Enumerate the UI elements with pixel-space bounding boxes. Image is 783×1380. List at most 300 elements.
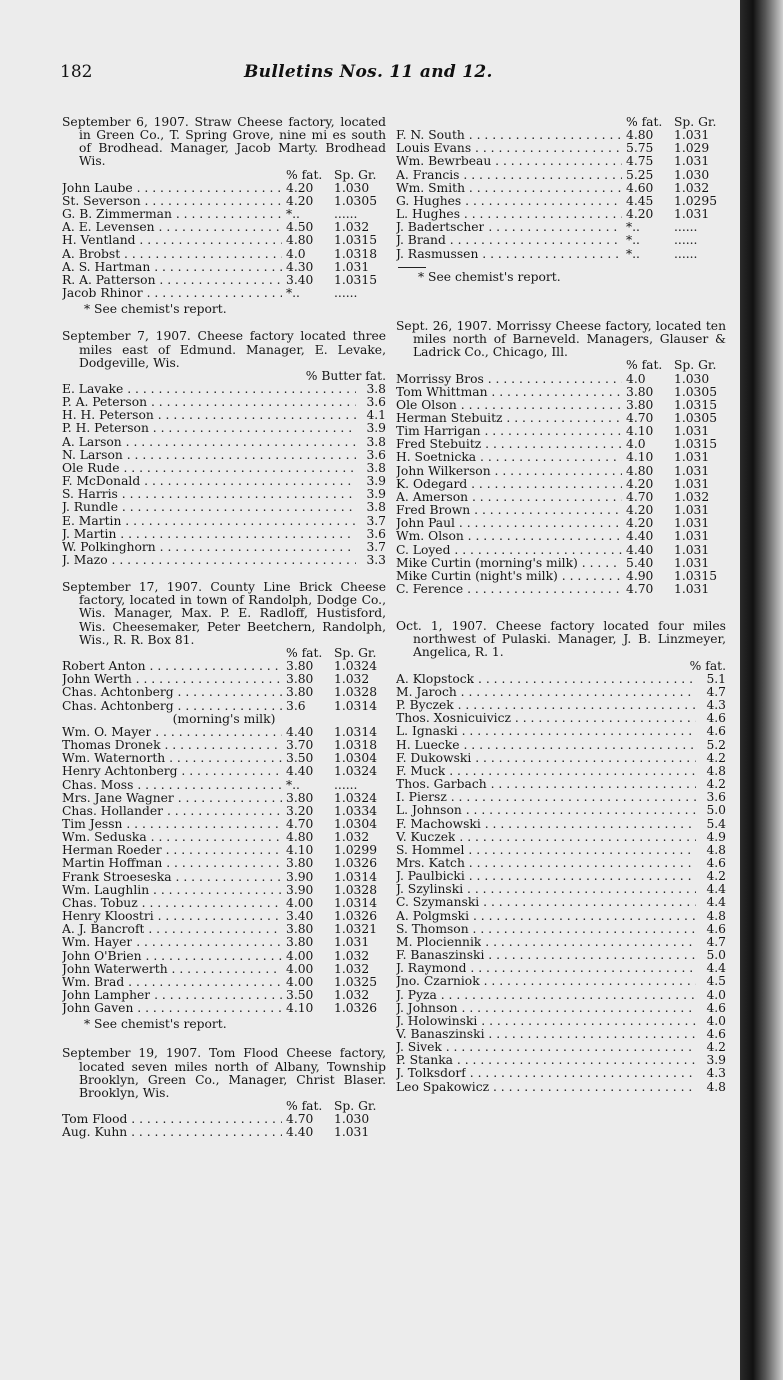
fat-percent: 4.0 [626, 372, 646, 386]
table-row [396, 530, 726, 543]
specific-gravity: 1.031 [674, 543, 710, 557]
specific-gravity: 1.0304 [334, 817, 378, 831]
leader-dots [127, 1113, 282, 1126]
fat-percent: 4.75 [626, 155, 654, 169]
table-row [396, 1015, 726, 1028]
table-row [396, 1054, 726, 1067]
fat-percent: 4.60 [626, 181, 654, 195]
leader-dots [458, 1002, 696, 1015]
leader-dots [484, 949, 696, 962]
leader-dots [460, 739, 696, 752]
fat-percent: 4.0 [706, 988, 726, 1002]
table-row [62, 897, 386, 910]
specific-gravity: 1.0314 [334, 699, 378, 713]
patron-name: Chas. Achtonberg [62, 686, 174, 700]
leader-dots [463, 883, 696, 896]
fat-percent: 4.70 [626, 490, 654, 504]
specific-gravity: 1.032 [334, 989, 370, 1002]
leader-dots [141, 195, 282, 208]
leader-dots [122, 436, 356, 449]
specific-gravity: 1.030 [674, 168, 710, 182]
leader-dots [457, 686, 696, 699]
patron-name: Herman Stebuitz [396, 411, 503, 425]
fat-percent: 4.1 [366, 409, 386, 423]
specific-gravity: 1.0314 [334, 896, 378, 910]
specific-gravity: 1.031 [674, 208, 710, 222]
specific-gravity: 1.0326 [334, 1002, 378, 1016]
leader-dots [465, 870, 696, 883]
patron-name: Mrs. Katch [396, 856, 465, 870]
patron-name: Chas. Moss [62, 778, 134, 792]
table-row [62, 1002, 386, 1015]
factory-section [396, 620, 726, 1094]
leader-dots [118, 488, 356, 501]
fat-percent: 4.4 [706, 896, 726, 910]
leader-dots [150, 989, 282, 1002]
table-row [62, 475, 386, 488]
fat-percent: 4.10 [626, 451, 654, 465]
table-row [396, 438, 726, 451]
patron-name: Leo Spakowicz [396, 1080, 490, 1094]
table-row [396, 1067, 726, 1080]
patron-name: Mrs. Jane Wagner [62, 791, 174, 805]
fat-percent: 4.70 [626, 411, 654, 425]
table-row [62, 383, 386, 396]
table-row [62, 884, 386, 897]
patron-name: F. Banaszinski [396, 949, 485, 963]
specific-gravity: 1.0324 [334, 765, 378, 779]
table-row [62, 234, 386, 247]
fat-percent: 4.8 [706, 909, 726, 923]
specific-gravity: ...... [334, 778, 358, 792]
table-row [396, 570, 726, 583]
table-row [62, 765, 386, 778]
specific-gravity: 1.031 [674, 504, 710, 518]
fat-percent: 4.2 [706, 751, 726, 765]
leader-dots [108, 554, 356, 567]
fat-percent: 3.8 [366, 435, 386, 449]
table-row [396, 478, 726, 491]
patron-name: Jacob Rhinor [62, 287, 143, 301]
fat-percent: 4.80 [286, 234, 314, 248]
patron-name: J. Brand [396, 234, 446, 248]
patron-name: L. Johnson [396, 804, 462, 818]
fat-percent: 4.80 [286, 831, 314, 845]
patron-name: J. Pyza [396, 988, 437, 1002]
factory-description: September 17, 1907. County Line Brick Cheese factory, located in town of Randolph, Dodge Co., Wis. Manager, Max. P. E. Radloff, Hustisford, Wis. Cheesemaker, Peter Beetchern, Randolph, Wis., R. R. Box 81. [62, 580, 386, 647]
specific-gravity: 1.031 [334, 260, 370, 274]
table-row [396, 451, 726, 464]
specific-gravity: 1.0314 [334, 870, 378, 884]
column-headers [396, 660, 726, 673]
leader-dots [462, 804, 696, 817]
table-row [62, 208, 386, 221]
table-row [396, 373, 726, 386]
patron-name: Tom Whittman [396, 385, 488, 399]
fat-percent: 3.80 [626, 385, 654, 399]
fat-percent: 4.40 [286, 1126, 314, 1140]
table-row [62, 515, 386, 528]
fat-percent: 4.6 [706, 1001, 726, 1015]
table-row [62, 1113, 386, 1126]
patron-name: G. B. Zimmerman [62, 208, 172, 222]
table-row [62, 182, 386, 195]
patron-name: K. Odegard [396, 477, 468, 491]
patron-name: P. A. Peterson [62, 396, 148, 410]
fat-percent: 4.00 [286, 896, 314, 910]
table-row [396, 778, 726, 791]
leader-dots [461, 195, 622, 208]
fat-percent: 3.9 [366, 488, 386, 502]
patron-name: J. Rundle [62, 501, 118, 515]
running-title: Bulletins Nos. 11 and 12. [244, 62, 493, 82]
patron-name: J. Sivek [396, 1041, 442, 1055]
leader-dots [477, 1015, 696, 1028]
patron-name: J. Martin [62, 527, 117, 541]
specific-gravity: 1.031 [674, 530, 710, 544]
patron-name: John Laube [62, 181, 133, 195]
leader-dots [156, 541, 356, 554]
leader-dots [511, 712, 696, 725]
leader-dots [488, 386, 622, 399]
fat-percent: 3.7 [366, 540, 386, 554]
factory-section [62, 1047, 386, 1139]
specific-gravity: ...... [334, 287, 358, 301]
fat-percent: 4.45 [626, 194, 654, 208]
fat-percent: 4.0 [706, 1014, 726, 1028]
fat-percent: 4.80 [626, 129, 654, 143]
specific-gravity: 1.0305 [674, 385, 718, 399]
table-row [396, 699, 726, 712]
fat-percent: 3.6 [286, 699, 306, 713]
patron-name: Aug. Kuhn [62, 1126, 128, 1140]
patron-name: Tom Flood [62, 1113, 128, 1127]
table-row [62, 462, 386, 475]
leader-dots [120, 462, 356, 475]
fat-percent: *.. [626, 234, 640, 248]
leader-dots [450, 544, 622, 557]
table-row [62, 248, 386, 261]
patron-name: Wm. Brad [62, 975, 125, 989]
specific-gravity: 1.0328 [334, 686, 378, 700]
leader-dots [489, 1081, 696, 1094]
fat-percent: 3.80 [626, 398, 654, 412]
patron-name: J. Paulbicki [396, 870, 465, 884]
fat-percent: 3.90 [286, 870, 314, 884]
fat-percent: 3.7 [366, 514, 386, 528]
specific-gravity: 1.0314 [334, 725, 378, 739]
fat-percent: 3.6 [366, 527, 386, 541]
patron-name: Thos. Xosnicuivicz [396, 712, 511, 726]
leader-dots [154, 409, 356, 422]
patron-name: Frank Stroeseska [62, 870, 172, 884]
column-header: % fat. [689, 658, 726, 673]
table-row [396, 844, 726, 857]
leader-dots [174, 686, 282, 699]
leader-dots [140, 475, 356, 488]
fat-percent: 4.2 [706, 778, 726, 792]
table-row [62, 195, 386, 208]
patron-name: P. Byczek [396, 699, 454, 713]
table-row [396, 557, 726, 570]
leader-dots [146, 660, 282, 673]
patron-name: V. Kuczek [396, 830, 456, 844]
left-column [62, 116, 386, 1140]
fat-percent: 3.70 [286, 739, 314, 753]
specific-gravity: 1.031 [334, 936, 370, 950]
factory-section [396, 320, 726, 596]
fat-percent: 3.8 [366, 461, 386, 475]
table-row [62, 274, 386, 287]
leader-dots [143, 287, 282, 300]
patron-name: Ole Olson [396, 398, 457, 412]
specific-gravity: 1.0315 [334, 273, 378, 287]
leader-dots [174, 700, 282, 713]
leader-dots [118, 501, 356, 514]
patron-name: John Paul [396, 517, 455, 531]
fat-percent: 5.40 [626, 556, 654, 570]
fat-percent: 4.20 [626, 208, 654, 222]
patron-name: H. H. Peterson [62, 409, 154, 423]
leader-dots [133, 182, 282, 195]
leader-dots [138, 897, 282, 910]
patron-name: Wm. Waternorth [62, 752, 166, 766]
fat-percent: 3.6 [366, 396, 386, 410]
table-row [396, 896, 726, 909]
specific-gravity: 1.0315 [674, 398, 718, 412]
fat-percent: 5.75 [626, 142, 654, 156]
fat-percent: 3.80 [286, 686, 314, 700]
specific-gravity: ...... [674, 247, 698, 261]
table-row [396, 208, 726, 221]
table-row [396, 129, 726, 142]
fat-percent: 4.8 [706, 1080, 726, 1094]
specific-gravity: 1.032 [334, 831, 370, 845]
patron-name: Wm. Smith [396, 181, 465, 195]
specific-gravity: 1.0318 [334, 739, 378, 753]
patron-name: A. Polgmski [396, 909, 470, 923]
table-row [62, 831, 386, 844]
fat-percent: 4.7 [706, 685, 726, 699]
patron-name: John Wilkerson [396, 464, 491, 478]
patron-name: Robert Anton [62, 660, 146, 674]
leader-dots [168, 963, 282, 976]
column-header: Sp. Gr. [334, 1099, 377, 1114]
table-row [62, 713, 386, 726]
fat-percent: 4.6 [706, 922, 726, 936]
specific-gravity: 1.031 [674, 464, 710, 478]
fat-percent: 3.50 [286, 752, 314, 766]
fat-percent: *.. [286, 208, 300, 222]
column-header: % Butter fat. [305, 368, 386, 383]
patron-name: J. Johnson [396, 1001, 458, 1015]
leader-dots [465, 857, 696, 870]
table-row [62, 726, 386, 739]
table-row [396, 936, 726, 949]
specific-gravity: 1.031 [674, 155, 710, 169]
fat-percent: 3.8 [366, 382, 386, 396]
leader-dots [156, 274, 283, 287]
fat-percent: 3.40 [286, 273, 314, 287]
patron-name: F. Machowski [396, 817, 481, 831]
leader-dots [123, 449, 356, 462]
patron-name: F. Muck [396, 764, 446, 778]
leader-dots [133, 1002, 282, 1015]
fat-percent: *.. [626, 221, 640, 235]
specific-gravity: ...... [674, 221, 698, 235]
patron-name: J. Rasmussen [396, 247, 479, 261]
patron-name: Wm. Olson [396, 530, 464, 544]
patron-name: P. H. Peterson [62, 422, 149, 436]
specific-gravity: 1.031 [674, 517, 710, 531]
leader-dots [479, 896, 696, 909]
patron-name: H. Luecke [396, 738, 460, 752]
table-row [62, 805, 386, 818]
table-row [62, 554, 386, 567]
patron-name: A. J. Bancroft [62, 923, 145, 937]
table-row [62, 792, 386, 805]
fat-percent: 4.20 [626, 504, 654, 518]
fat-percent: 4.3 [706, 699, 726, 713]
leader-dots [162, 857, 282, 870]
fat-percent: 3.6 [706, 791, 726, 805]
fat-percent: 4.8 [706, 843, 726, 857]
specific-gravity: 1.0305 [674, 411, 718, 425]
column-headers [62, 169, 386, 182]
table-row [396, 425, 726, 438]
table-row [396, 673, 726, 686]
specific-gravity: 1.031 [674, 425, 710, 439]
specific-gravity: 1.0304 [334, 752, 378, 766]
leader-dots [467, 478, 622, 491]
fat-percent: 4.90 [626, 569, 654, 583]
leader-dots [121, 515, 356, 528]
fat-percent: 4.40 [626, 530, 654, 544]
leader-dots [464, 844, 696, 857]
table-row [396, 818, 726, 831]
column-header: Sp. Gr. [334, 645, 377, 660]
fat-percent: 4.70 [286, 817, 314, 831]
leader-dots [455, 517, 622, 530]
leader-dots [124, 976, 282, 989]
table-row [62, 436, 386, 449]
table-row [396, 1081, 726, 1094]
leader-dots [132, 673, 282, 686]
fat-percent: 4.0 [286, 247, 306, 261]
leader-dots [463, 583, 622, 596]
patron-name: Jno. Czarniok [396, 975, 480, 989]
specific-gravity: 1.0315 [334, 234, 378, 248]
leader-dots [466, 1067, 696, 1080]
specific-gravity: 1.031 [674, 583, 710, 596]
leader-dots [466, 962, 696, 975]
fat-percent: 4.2 [706, 870, 726, 884]
fat-percent: 5.0 [706, 804, 726, 818]
patron-name: Thos. Garbach [396, 778, 487, 792]
table-row [396, 1041, 726, 1054]
fat-percent: 3.80 [286, 936, 314, 950]
leader-dots [457, 399, 622, 412]
column-headers [62, 647, 386, 660]
leader-dots [484, 373, 622, 386]
table-row [62, 541, 386, 554]
patron-name: E. Lavake [62, 382, 124, 396]
specific-gravity: ...... [674, 234, 698, 248]
specific-gravity: 1.0325 [334, 975, 378, 989]
page-number: 182 [60, 62, 93, 82]
factory-description: September 6, 1907. Straw Cheese factory, located in Green Co., T. Spring Grove, nine mi es south of Brodhead. Manager, Jacob Marty. Brodhead Wis. [62, 115, 386, 169]
specific-gravity: 1.032 [334, 673, 370, 687]
patron-name: Chas. Achtonberg [62, 699, 174, 713]
leader-dots [453, 1054, 696, 1067]
patron-name: H. Soetnicka [396, 451, 477, 465]
specific-gravity: 1.031 [674, 129, 710, 143]
fat-percent: 5.25 [626, 168, 654, 182]
table-row [396, 910, 726, 923]
table-row [62, 449, 386, 462]
fat-percent: 4.6 [706, 712, 726, 726]
leader-dots [470, 504, 622, 517]
column-header: % fat. [626, 115, 663, 129]
patron-name: S. Hommel [396, 843, 465, 857]
patron-name: V. Banaszinski [396, 1028, 485, 1041]
table-row [62, 686, 386, 699]
specific-gravity: 1.031 [674, 477, 710, 491]
leader-dots [491, 155, 622, 168]
table-row [396, 544, 726, 557]
patron-name: A. Larson [62, 435, 122, 449]
patron-name: John Waterwerth [62, 962, 168, 976]
table-row [62, 752, 386, 765]
table-row [396, 386, 726, 399]
table-row [396, 504, 726, 517]
fat-percent: 4.2 [706, 1041, 726, 1055]
table-row [396, 765, 726, 778]
table-row [62, 221, 386, 234]
column-headers [62, 1100, 386, 1113]
leader-dots [147, 396, 356, 409]
factory-section [62, 116, 386, 316]
fat-percent: 3.80 [286, 791, 314, 805]
table-row [396, 234, 726, 247]
leader-dots [163, 805, 282, 818]
table-row [62, 963, 386, 976]
leader-dots [149, 422, 356, 435]
fat-percent: 3.40 [286, 910, 314, 924]
leader-dots [465, 182, 622, 195]
fat-percent: 4.20 [626, 477, 654, 491]
column-header: Sp. Gr. [334, 167, 377, 182]
leader-dots [487, 778, 696, 791]
fat-percent: 3.8 [366, 501, 386, 515]
fat-percent: 3.3 [366, 554, 386, 567]
table-row [396, 739, 726, 752]
fat-percent: 4.0 [626, 438, 646, 452]
table-row [62, 673, 386, 686]
table-row [396, 583, 726, 596]
fat-percent: 4.00 [286, 975, 314, 989]
table-row [62, 910, 386, 923]
patron-name: J. Holowinski [396, 1014, 478, 1028]
table-row [62, 989, 386, 1002]
patron-name: Mike Curtin (morning's milk) [396, 556, 578, 570]
specific-gravity: 1.031 [674, 556, 710, 570]
leader-dots [154, 910, 282, 923]
leader-dots [491, 465, 622, 478]
specific-gravity: 1.0318 [334, 247, 378, 261]
table-row [396, 412, 726, 425]
patron-name: J. Tolksdorf [396, 1067, 466, 1081]
